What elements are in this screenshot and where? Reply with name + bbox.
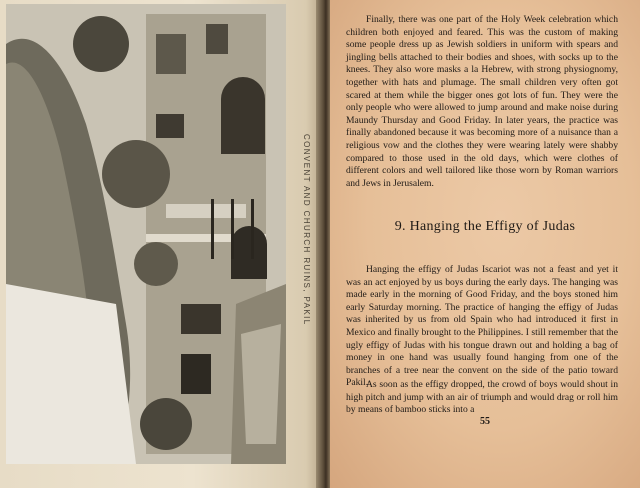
- convent-ruins-photo: [6, 4, 286, 464]
- page-number: 55: [480, 416, 490, 427]
- photo-caption: CONVENT AND CHURCH RUINS, PAKIL: [302, 134, 311, 326]
- photo-illustration: [6, 4, 286, 464]
- paragraph-holy-week: [346, 14, 618, 190]
- paragraph-2-text: Hanging the effigy of Judas Iscariot was not a feast and yet it was an act enjoyed by us boys during the early days. The hanging was made early in the morning of Good Friday, and the boys stoned him early Saturday morning. The practice of hanging the effigy of Judas was inherited by us from old Spain who had introduced it first in Mexico and finally brought to the Philippines. I still remember that the ugly effigy of Judas with his tongue drawn out and holding a bag of money in one hand was usually found hanging from one of the branches of a tree near the convent on the side of the patio toward Pakil.: [346, 264, 618, 389]
- paragraph-3-text: As soon as the effigy dropped, the crowd of boys would shout in high pitch and jump with an air of triumph and would drag or roll him by means of bamboo sticks into a: [346, 379, 618, 416]
- paragraph-effigy-dropped: [346, 379, 618, 417]
- section-heading: 9. Hanging the Effigy of Judas: [394, 219, 576, 234]
- right-page: [330, 0, 640, 488]
- paragraph-judas-effigy: [346, 264, 618, 390]
- paragraph-1-text: Finally, there was one part of the Holy Week celebration which children both enjoyed and feared. This was the custom of making some people dress up as Jewish soldiers in uniform with spears and jingling bells attached to their bodies and shoes, with socks up to the knees. They also wore masks a la Hebrew, with strong physiognomy, together with hats and plumage. The small children very often got scared at them while the bigger ones got lots of fun. They were the only people who were allowed to jump around and make noise during Maundy Thursday and Good Friday. In later years, the practice was finally abandoned because it was becoming more of a nuisance than a religious vow and the clothes they were wearing lately were shabby compared to those used in the old days, which were clothes of different colors and well tailored like those worn by Roman warriors and Jews in Jerusalem.: [346, 14, 618, 189]
